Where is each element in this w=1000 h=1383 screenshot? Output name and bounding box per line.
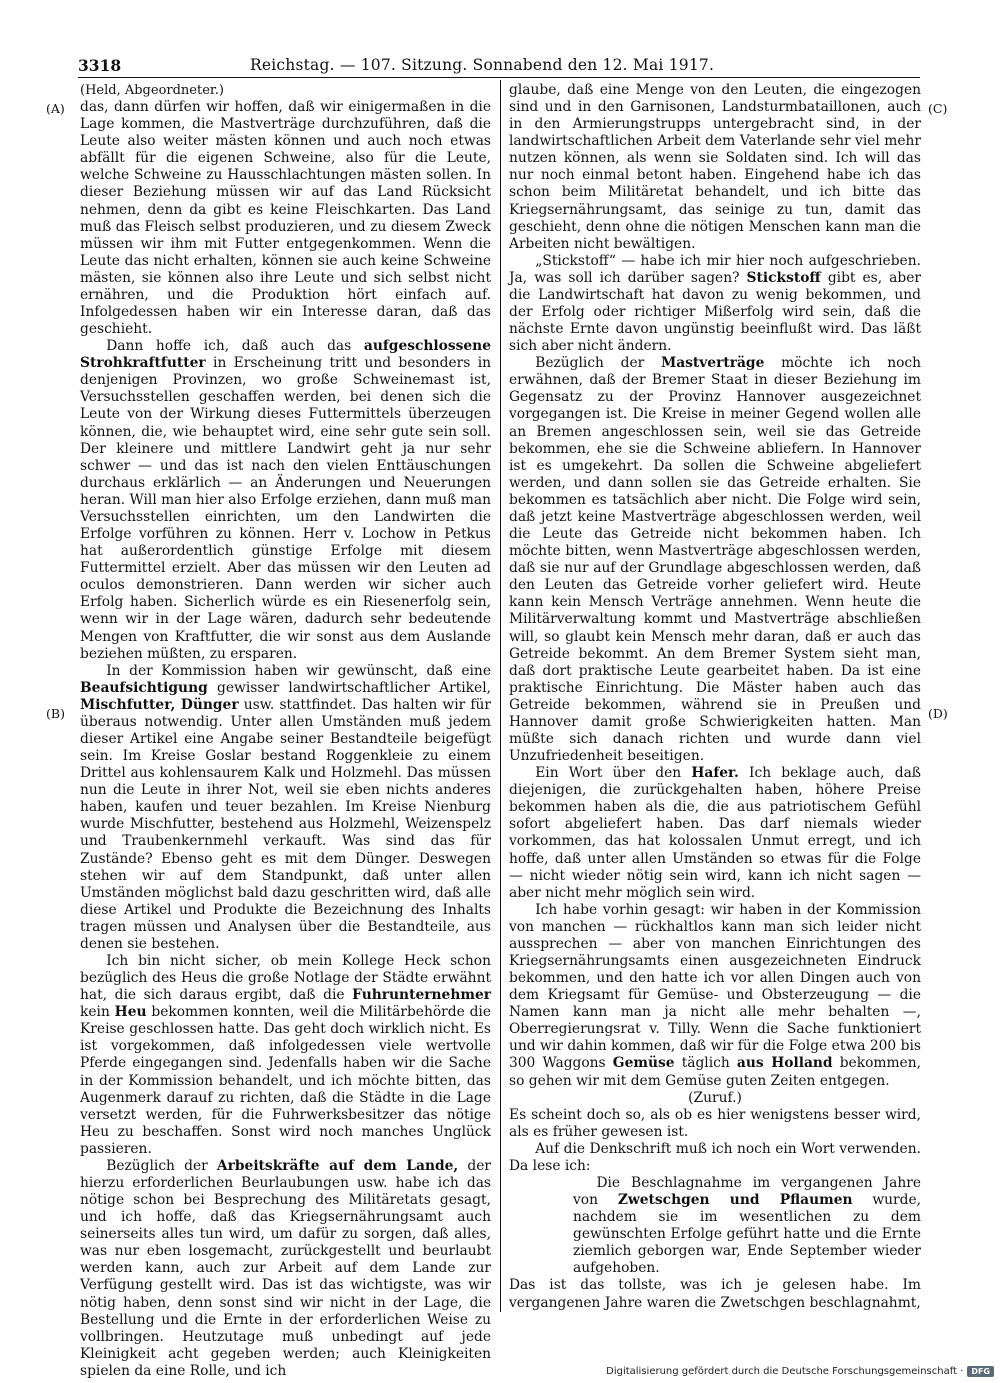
emphasis: Stickstoff [746, 269, 821, 286]
margin-label-a: (A) [46, 101, 65, 116]
column-divider [500, 80, 501, 1312]
paragraph: Dann hoffe ich, daß auch das aufgeschlossene Strohkraftfutter in Erscheinung tritt und besonders in denjenigen Provinzen, wo große Schweinemast ist, Versuchsstellen geschaffen werden, bei denen sich die Leute von der Wirkung dieses Futtermittels überzeugen können, die, wie behauptet wird, eine sehr gute sein soll. Der kleinere und mittlere Landwirt geht ja nur sehr schwer — und das ist nach den vielen Enttäuschungen durchaus erklärlich — an Änderungen und Neuerungen heran. Will man hier also Erfolge erziehen, dann muß man Versuchsstellen einrichten, um den Landwirten die Erfolge vorführen zu können. Herr v. Lochow in Petkus hat außerordentlich günstige Erfolge mit diesem Futtermittel erzielt. Aber das müssen wir den Leuten ad oculos demonstrieren. Dann werden wir sicher auch Erfolg haben. Sicherlich würde es ein Riesenerfolg sein, wenn wir in der Lage wären, dadurch sehr bedeutende Mengen von Kraftfutter, die wir sonst aus dem Auslande beziehen müßten, zu ersparen. [80, 338, 491, 662]
dfg-logo: DFG [967, 1366, 994, 1377]
emphasis: Fuhrunternehmer [352, 987, 491, 1004]
emphasis: Beaufsichtigung [80, 679, 208, 696]
emphasis: Arbeitskräfte auf dem Lande, [216, 1157, 459, 1174]
emphasis: Mastverträge [660, 355, 765, 372]
page-header [78, 56, 920, 78]
paragraph: „Stickstoff“ — habe ich mir hier noch aufgeschrieben. Ja, was soll ich darüber sagen? Stickstoff gibt es, aber die Landwirtschaft hat davon zu wenig bekommen, und der Erfolg oder richtiger Mißerfolg wird sein, daß die nächste Ernte davon ungünstig beeinflußt wird. Das läßt sich aber nicht ändern. [509, 252, 921, 355]
running-title: Reichstag. — 107. Sitzung. Sonnabend den 12. Mai 1917. [250, 56, 715, 74]
left-column [80, 82, 491, 1380]
interjection: (Zuruf.) [688, 1089, 742, 1106]
paragraph: das, dann dürfen wir hoffen, daß wir einigermaßen in die Lage kommen, die Mastverträge durchzuführen, daß die Leute also weiter mästen können und auch noch etwas abfällt für die eigenen Schweine, also für die Leute, welche Schweine zu Hausschlachtungen mästen sollen. In dieser Beziehung müssen wir auf das Land Rücksicht nehmen, denn da gibt es keine Fleischkarten. Das Land muß das Fleisch selbst produzieren, und zu diesem Zweck müssen wir ihm mit Futter entgegenkommen. Wenn die Leute das nicht erhalten, können sie auch keine Schweine mästen, sie können also ihre Leute und sich selbst nicht ernähren, und die Produktion hört einfach auf. Infolgedessen haben wir ein Interesse daran, daß das geschieht. [80, 99, 491, 338]
page-number: 3318 [78, 56, 122, 75]
paragraph: Ich habe vorhin gesagt: wir haben in der Kommission von manchen — rückhaltlos kann man sich leider nicht aussprechen — aber von manchen Einrichtungen des Kriegsernährungsamts einen ausgezeichneten Eindruck bekommen, und den hatte ich vor allen Dingen auch von dem Kriegsamt für Gemüse- und Obsterzeugung — die Namen kann man ja nicht alle mehr behalten —, Oberregierungsrat v. Tilly. Wenn die Sache funktioniert und wir dahin kommen, daß wir für die Folge etwa 200 bis 300 Waggons Gemüse täglich aus Holland bekommen, so gehen wir mit dem Gemüse guten Zeiten entgegen. [509, 901, 921, 1089]
emphasis: Gemüse [612, 1055, 675, 1072]
footer-text: Digitalisierung gefördert durch die Deutsche Forschungsgemeinschaft · [606, 1365, 964, 1377]
emphasis: aus Holland [736, 1055, 833, 1072]
margin-label-c: (C) [928, 101, 948, 116]
header-rule [78, 77, 920, 78]
paragraph: glaube, daß eine Menge von den Leuten, die eingezogen sind und in den Garnisonen, Landsturmbataillonen, auch in den Armierungstrupps untergebracht sind, in der landwirtschaftlichen Arbeit dem Vaterlande sehr viel mehr nutzen können, als wenn sie Soldaten sind. Ich will das nur noch einmal betont haben. Eingehend habe ich das schon beim Militäretat behandelt, und ich bitte das Kriegsernährungsamt, das seinige zu tun, damit das geschieht, denn ohne die nötigen Menschen kann man die Arbeiten nicht bewältigen. [509, 82, 921, 252]
right-column [509, 82, 921, 1312]
paragraph: Ich bin nicht sicher, ob mein Kollege Heck schon bezüglich des Heus die große Notlage der Städte erwähnt hat, die sich daraus ergibt, daß die Fuhrunternehmer kein Heu bekommen konnten, weil die Militärbehörde die Kreise geschlossen hatte. Das geht doch wirklich nicht. Es ist vorgekommen, daß infolgedessen viele wertvolle Pferde eingegangen sind. Jedenfalls haben wir die Sache in der Kommission behandelt, und ich möchte bitten, das Augenmerk darauf zu richten, daß die Städte in die Lage versetzt werden, für die Fuhrwerksbesitzer das nötige Heu zu beschaffen. Sonst wird noch manches Unglück passieren. [80, 952, 491, 1157]
emphasis: aufgeschlossene Strohkraftfutter [80, 338, 491, 372]
paragraph: Bezüglich der Arbeitskräfte auf dem Lande, der hierzu erforderlichen Beurlaubungen usw. habe ich das nötige schon bei Besprechung des Militäretats gesagt, und ich hoffe, daß das Kriegsernährungsamt auch seinerseits alles tun wird, um dafür zu sorgen, daß alles, was nur eben losgemacht, zurückgestellt und beurlaubt werden kann, auch zur Arbeit auf dem Lande zur Verfügung gestellt wird. Das ist das wichtigste, was wir nötig haben, denn sonst sind wir nicht in der Lage, die Bestellung und die Ernte in der erforderlichen Weise zu vollbringen. Heutzutage muß unbedingt auf jede Kleinigkeit acht gegeben werden; auch Kleinigkeiten spielen da eine Rolle, und ich [80, 1157, 492, 1379]
margin-label-d: (D) [928, 706, 948, 721]
emphasis: Mischfutter, Dünger [80, 696, 239, 713]
speaker-note: (Held, Abgeordneter.) [80, 83, 224, 98]
paragraph: Auf die Denkschrift muß ich noch ein Wort verwenden. Da lese ich: [509, 1140, 921, 1174]
block-quote: Die Beschlagnahme im vergangenen Jahre von Zwetschgen und Pflaumen wurde, nachdem sie im wesentlichen zu dem gewünschten Erfolge geführt hatte und die Ernte ziemlich geborgen war, Ende September wieder aufgehoben. [573, 1175, 922, 1277]
emphasis: Zwetschgen und Pflaumen [617, 1192, 853, 1209]
footer-credit [606, 1363, 994, 1379]
paragraph: Ein Wort über den Hafer. Ich beklage auch, daß diejenigen, die zurückgehalten haben, höhere Preise bekommen haben als die, die aus patriotischem Gefühl sofort abgeliefert haben. Das darf niemals wieder vorkommen, das hat kolossalen Unmut erregt, und ich hoffe, daß unter allen Umständen so etwas für die Folge — nicht wieder nötig sein wird, kann ich nicht sagen — aber nicht mehr möglich sein wird. [509, 765, 922, 901]
paragraph: Bezüglich der Mastverträge möchte ich noch erwähnen, daß der Bremer Staat in dieser Beziehung im Gegensatz zu der Provinz Hannover ausgezeichnet vorgegangen ist. Die Kreise in meiner Gegend wollen alle an Bremen angeschlossen sein, weil sie das Getreide bekommen, ehe sie die Schweine abliefern. In Hannover ist es umgekehrt. Da sollen die Schweine abgeliefert werden, und dann sollen sie das Getreide erhalten. Sie bekommen es tatsächlich aber nicht. Die Folge wird sein, daß jetzt keine Mastverträge abgeschlossen werden, weil die Leute das Getreide nicht bekommen haben. Ich möchte bitten, wenn Mastverträge abgeschlossen werden, daß sie nur auf der Grundlage abgeschlossen werden, daß den Leuten das Getreide vorher geliefert wird. Heute kann kein Mensch Verträge annehmen. Wenn heute die Militärverwaltung kommt und Mastverträge abschließen will, so glaubt kein Mensch mehr daran, daß er auch das Getreide bekommt. An dem Bremer System sieht man, daß dort praktische Leute gearbeitet haben. Da ist eine praktische Einrichtung. Die Mäster haben auch das Getreide bekommen, während sie in Preußen und Hannover damit große Schwierigkeiten hatten. Man müßte sich danach richten und wurde dann viel Unzufriedenheit beseitigen. [509, 355, 922, 765]
margin-label-b: (B) [46, 706, 65, 721]
emphasis: Heu [114, 1004, 147, 1021]
paragraph: In der Kommission haben wir gewünscht, daß eine Beaufsichtigung gewisser landwirtschaftlicher Artikel, Mischfutter, Dünger usw. stattfindet. Das halten wir für überaus notwendig. Unter allen Umständen muß jedem dieser Artikel eine Angabe seiner Bestandteile beigefügt sein. Im Kreise Goslar bestand Roggenkleie zu einem Drittel aus kohlensaurem Kalk und Holzmehl. Das müssen nun die Leute in ihrer Not, weil sie eben nichts anderes haben, kaufen und teuer bezahlen. Im Kreise Nienburg wurde Mischfutter, bestehend aus Holzmehl, Weizenspelz und Traubenkernmehl verkauft. Was sind das für Zustände? Ebenso geht es mit dem Dünger. Deswegen stehen wir auf dem Standpunkt, daß unter allen Umständen möglichst bald dazu geschritten wird, daß alle diese Artikel und Produkte die Bezeichnung des Inhalts tragen müssen und Analysen über die Bestandteile, aus denen sie bestehen. [80, 662, 492, 952]
emphasis: Hafer. [691, 765, 739, 782]
paragraph: Das ist das tollste, was ich je gelesen habe. Im vergangenen Jahre waren die Zwetschgen beschlagnahmt, [509, 1277, 921, 1311]
paragraph: Es scheint doch so, als ob es hier wenigstens besser wird, als es früher gewesen ist. [509, 1106, 921, 1140]
